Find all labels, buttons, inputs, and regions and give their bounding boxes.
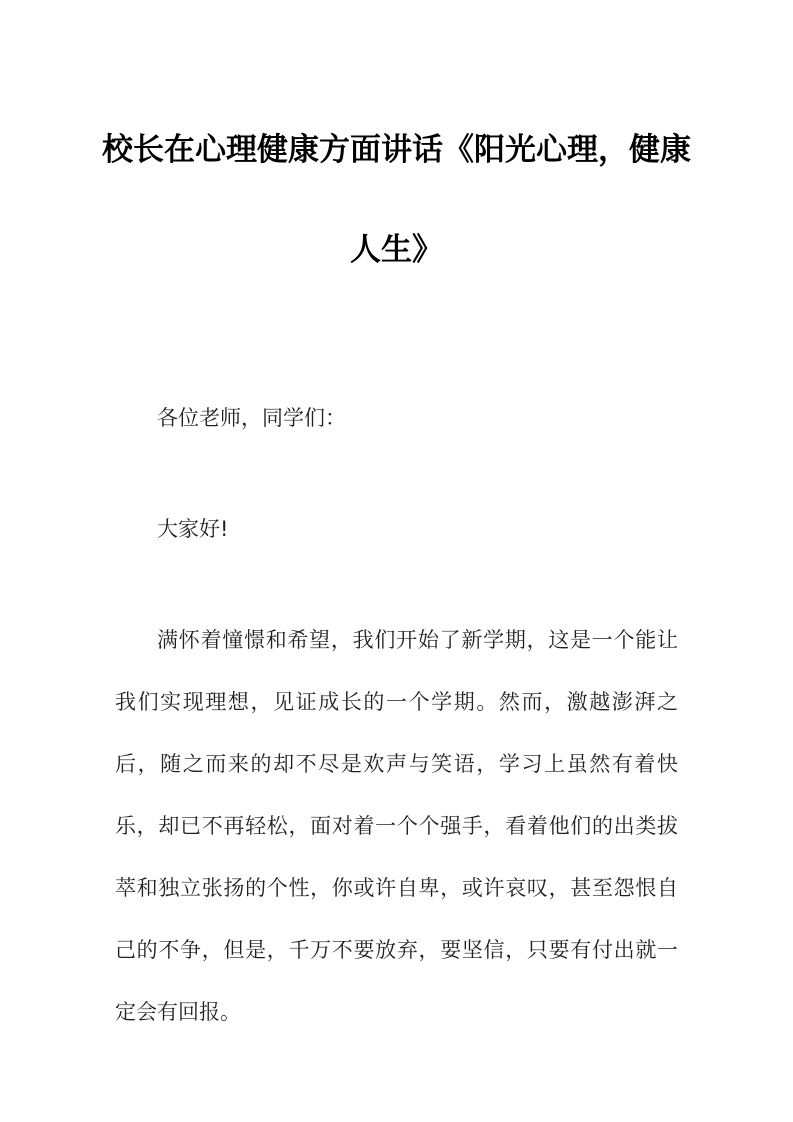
paragraph-greeting: 大家好! (157, 517, 229, 541)
document-title (0, 100, 793, 300)
paragraph-main: 满怀着憧憬和希望，我们开始了新学期，这是一个能让我们实现理想，见证成长的一个学期。然而，激越澎湃之后，随之而来的却不尽是欢声与笑语，学习上虽然有着快乐，却已不再轻松，面对着一个个强手，看着他们的出类拔萃和独立张扬的个性，你或许自卑，或许哀叹，甚至怨恨自己的不争，但是，千万不要放弃，要坚信，只要有付出就一定会有回报。 (115, 628, 678, 1024)
paragraph-salutation: 各位老师，同学们： (157, 406, 346, 430)
title-line-2: 人生》 (350, 232, 443, 268)
document-body (0, 387, 793, 1043)
title-line-1: 校长在心理健康方面讲话《阳光心理，健康 (102, 132, 691, 168)
